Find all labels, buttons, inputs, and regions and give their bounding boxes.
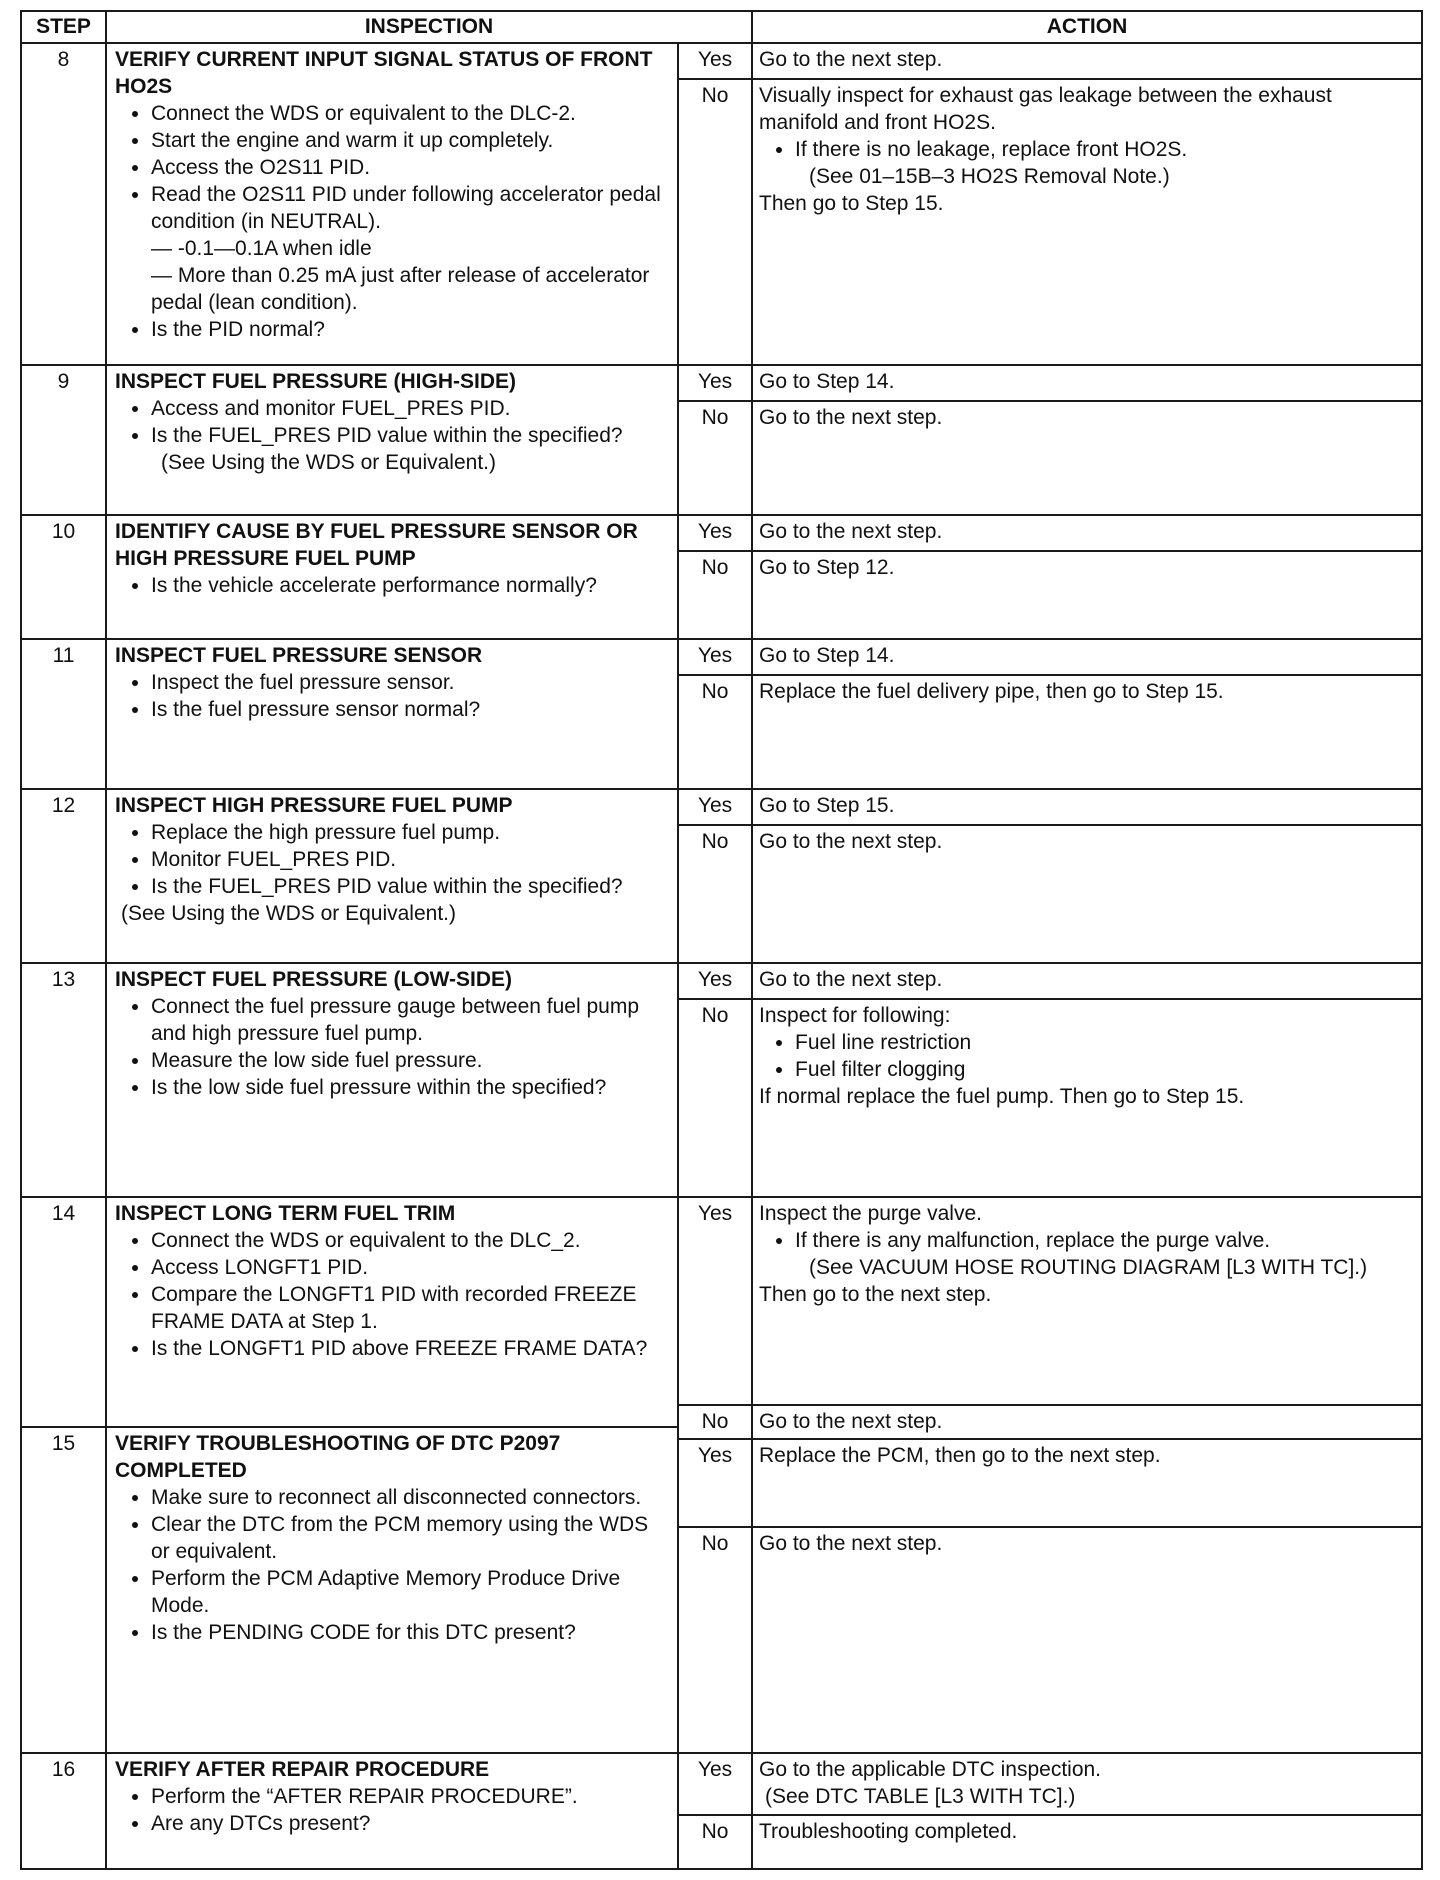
step-number: 12: [20, 788, 107, 964]
bullet: • If there is any malfunction, replace the purge valve.: [795, 1227, 1415, 1254]
no-label: No: [677, 78, 753, 366]
no-action: Go to Step 12.: [751, 550, 1423, 640]
inspection-cell: [105, 1196, 679, 1428]
yes-action: Go to Step 14.: [751, 638, 1423, 676]
yes-action: [751, 1752, 1423, 1816]
bullet: • Clear the DTC from the PCM memory using the WDS or equivalent.: [151, 1511, 671, 1565]
bullet: • Is the low side fuel pressure within the specified?: [151, 1074, 671, 1101]
inspection-title: VERIFY TROUBLESHOOTING OF DTC P2097 COMPLETED: [115, 1432, 561, 1482]
inspection-bullets: [115, 1227, 671, 1362]
inspection-cell: [105, 364, 679, 516]
step-number: 16: [20, 1752, 107, 1870]
bullet: • Inspect the fuel pressure sensor.: [151, 669, 671, 696]
reference-note: (See 01–15B–3 HO2S Removal Note.): [809, 165, 1170, 188]
action-bullets: [759, 136, 1415, 163]
no-label: No: [677, 998, 753, 1198]
reference-note: (See Using the WDS or Equivalent.): [121, 902, 456, 925]
bullet: • Compare the LONGFT1 PID with recorded FREEZE FRAME DATA at Step 1.: [151, 1281, 671, 1335]
bullet: • Access the O2S11 PID.: [151, 154, 671, 181]
step-number: 8: [20, 42, 107, 366]
bullet: • Perform the “AFTER REPAIR PROCEDURE”.: [151, 1783, 671, 1810]
bullet: • Fuel filter clogging: [795, 1056, 1415, 1083]
yes-label: Yes: [677, 364, 753, 402]
action-bullets: [759, 1029, 1415, 1083]
no-action: Go to the next step.: [751, 824, 1423, 964]
no-label: No: [677, 550, 753, 640]
inspection-bullets: [115, 669, 671, 723]
action-bullets: [759, 1227, 1415, 1254]
inspection-bullets: [115, 572, 671, 599]
yes-action: Go to Step 15.: [751, 788, 1423, 826]
step-number: 13: [20, 962, 107, 1198]
yes-label: Yes: [677, 1196, 753, 1406]
bullet: • Access LONGFT1 PID.: [151, 1254, 671, 1281]
action-text: Go to the applicable DTC inspection.: [759, 1758, 1102, 1781]
no-action: [751, 998, 1423, 1198]
header-step: STEP: [20, 10, 107, 44]
no-action: Go to the next step.: [751, 1404, 1423, 1440]
inspection-title: VERIFY CURRENT INPUT SIGNAL STATUS OF FRONT HO2S: [115, 48, 653, 98]
no-action: Troubleshooting completed.: [751, 1814, 1423, 1870]
bullet: • Fuel line restriction: [795, 1029, 1415, 1056]
bullet: • Is the LONGFT1 PID above FREEZE FRAME DATA?: [151, 1335, 671, 1362]
bullet: • Is the PENDING CODE for this DTC present?: [151, 1619, 671, 1646]
bullet: • Is the FUEL_PRES PID value within the specified?: [151, 422, 671, 449]
inspection-title: INSPECT FUEL PRESSURE (LOW-SIDE): [115, 968, 513, 991]
inspection-bullets: [115, 395, 671, 449]
yes-action: Go to the next step.: [751, 514, 1423, 552]
bullet: • Is the fuel pressure sensor normal?: [151, 696, 671, 723]
no-action: Go to the next step.: [751, 1526, 1423, 1754]
yes-action: Go to Step 14.: [751, 364, 1423, 402]
bullet: • Perform the PCM Adaptive Memory Produce Drive Mode.: [151, 1565, 671, 1619]
yes-label: Yes: [677, 638, 753, 676]
no-label: No: [677, 674, 753, 790]
inspection-cell: [105, 1752, 679, 1870]
inspection-title: INSPECT FUEL PRESSURE SENSOR: [115, 644, 483, 667]
step-number: 9: [20, 364, 107, 516]
no-action: Replace the fuel delivery pipe, then go to Step 15.: [751, 674, 1423, 790]
step-number: 11: [20, 638, 107, 790]
bullet: • Start the engine and warm it up completely.: [151, 127, 671, 154]
inspection-title: IDENTIFY CAUSE BY FUEL PRESSURE SENSOR OR HIGH PRESSURE FUEL PUMP: [115, 520, 638, 570]
bullet: • Connect the WDS or equivalent to the DLC_2.: [151, 1227, 671, 1254]
yes-action: Go to the next step.: [751, 42, 1423, 80]
action-text: Inspect for following:: [759, 1004, 951, 1027]
bullet: • Are any DTCs present?: [151, 1810, 671, 1837]
inspection-bullets: [115, 993, 671, 1101]
bullet: • Connect the WDS or equivalent to the DLC-2.: [151, 100, 671, 127]
inspection-title: VERIFY AFTER REPAIR PROCEDURE: [115, 1758, 490, 1781]
header-inspection: INSPECTION: [105, 10, 753, 44]
bullet: • Replace the high pressure fuel pump.: [151, 819, 671, 846]
inspection-cell: [105, 42, 679, 366]
reference-note: (See VACUUM HOSE ROUTING DIAGRAM [L3 WITH TC].): [809, 1256, 1368, 1279]
step-number: 14: [20, 1196, 107, 1428]
no-label: No: [677, 824, 753, 964]
yes-label: Yes: [677, 1752, 753, 1816]
inspection-bullets: [115, 1783, 671, 1837]
bullet: • Connect the fuel pressure gauge between fuel pump and high pressure fuel pump.: [151, 993, 671, 1047]
inspection-bullets: [115, 100, 671, 343]
action-text: Then go to Step 15.: [759, 192, 944, 215]
dash-condition: — -0.1—0.1A when idle: [151, 237, 372, 260]
header-action: ACTION: [751, 10, 1423, 44]
bullet: • Make sure to reconnect all disconnected connectors.: [151, 1484, 671, 1511]
yes-action: Go to the next step.: [751, 962, 1423, 1000]
inspection-title: INSPECT FUEL PRESSURE (HIGH-SIDE): [115, 370, 516, 393]
yes-label: Yes: [677, 514, 753, 552]
bullet: • Read the O2S11 PID under following accelerator pedal condition (in NEUTRAL).: [151, 181, 671, 235]
no-label: No: [677, 1526, 753, 1754]
inspection-cell: [105, 962, 679, 1198]
dash-condition: — More than 0.25 mA just after release of accelerator pedal (lean condition).: [151, 264, 650, 314]
reference-note: (See Using the WDS or Equivalent.): [161, 451, 496, 474]
no-label: No: [677, 1814, 753, 1870]
inspection-cell: [105, 788, 679, 964]
yes-label: Yes: [677, 42, 753, 80]
bullet: • Monitor FUEL_PRES PID.: [151, 846, 671, 873]
no-action: [751, 78, 1423, 366]
inspection-bullets: [115, 1484, 671, 1646]
step-number: 10: [20, 514, 107, 640]
yes-action: Replace the PCM, then go to the next step.: [751, 1438, 1423, 1528]
inspection-cell: [105, 514, 679, 640]
bullet: • If there is no leakage, replace front HO2S.: [795, 136, 1415, 163]
bullet: • Measure the low side fuel pressure.: [151, 1047, 671, 1074]
yes-label: Yes: [677, 1438, 753, 1528]
bullet: • Is the PID normal?: [151, 316, 671, 343]
yes-label: Yes: [677, 962, 753, 1000]
action-text: Inspect the purge valve.: [759, 1202, 982, 1225]
bullet: • Is the vehicle accelerate performance normally?: [151, 572, 671, 599]
step-number: 15: [20, 1426, 107, 1754]
inspection-title: INSPECT HIGH PRESSURE FUEL PUMP: [115, 794, 513, 817]
reference-note: (See DTC TABLE [L3 WITH TC].): [765, 1785, 1076, 1808]
inspection-bullets: [115, 819, 671, 900]
inspection-cell: [105, 638, 679, 790]
bullet: • Access and monitor FUEL_PRES PID.: [151, 395, 671, 422]
no-label: No: [677, 1404, 753, 1440]
yes-label: Yes: [677, 788, 753, 826]
yes-action: [751, 1196, 1423, 1406]
action-text: Visually inspect for exhaust gas leakage between the exhaust manifold and front HO2S.: [759, 84, 1332, 134]
action-text: If normal replace the fuel pump. Then go to Step 15.: [759, 1085, 1245, 1108]
action-text: Then go to the next step.: [759, 1283, 992, 1306]
no-action: Go to the next step.: [751, 400, 1423, 516]
inspection-cell: [105, 1426, 679, 1754]
bullet: • Is the FUEL_PRES PID value within the specified?: [151, 873, 671, 900]
no-label: No: [677, 400, 753, 516]
inspection-title: INSPECT LONG TERM FUEL TRIM: [115, 1202, 456, 1225]
